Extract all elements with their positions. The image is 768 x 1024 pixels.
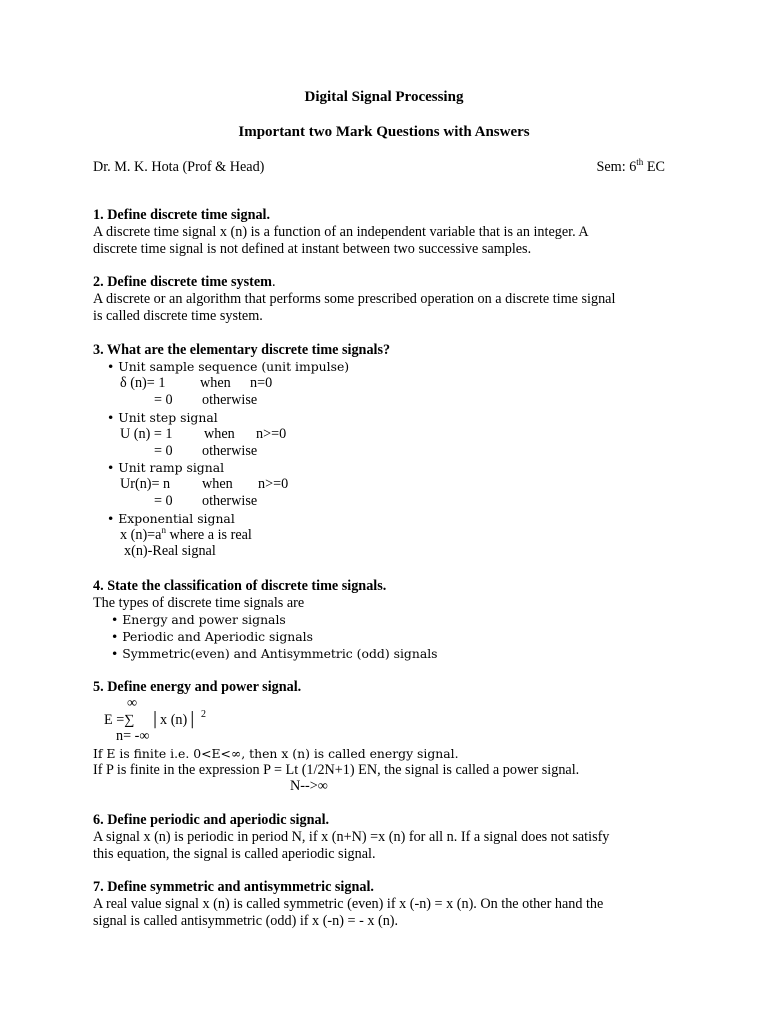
q3-unit-ramp-when: when (202, 476, 233, 492)
q5-power-superscript: 2 (201, 709, 206, 720)
q7-line-1: A real value signal x (n) is called symmetric (even) if x (-n) = x (n). On the other hand the (93, 896, 604, 912)
q3-unit-step-eq2: = 0 (154, 443, 173, 459)
q5-lower-limit: n= -∞ (116, 728, 150, 744)
q3-unit-ramp-otherwise: otherwise (202, 493, 258, 509)
q3-unit-sample-cond: n=0 (250, 375, 273, 391)
q3-exponential-eq-suffix: where a is real (165, 527, 252, 543)
q3-unit-sample-when: when (200, 375, 231, 391)
q6-line-1: A signal x (n) is periodic in period N, if x (n+N) =x (n) for all n. If a signal does not satisfy (93, 829, 610, 845)
q4-item-3: • Symmetric(even) and Antisymmetric (odd) signals (111, 646, 438, 661)
q6-line-2: this equation, the signal is called aperiodic signal. (93, 846, 376, 862)
semester-superscript: th (636, 157, 644, 167)
q2-line-2: is called discrete time system. (93, 308, 263, 324)
q3-exponential-eq-superscript: n (161, 525, 166, 535)
q4-heading: 4. State the classification of discrete time signals. (93, 578, 387, 594)
semester-suffix: EC (643, 159, 665, 175)
q3-unit-step-cond: n>=0 (256, 426, 287, 442)
q1-line-2: discrete time signal is not defined at instant between two successive samples. (93, 241, 532, 257)
q3-unit-step-bullet: • Unit step signal (107, 410, 218, 425)
document-title: Digital Signal Processing (304, 89, 464, 105)
q5-power-line: If P is finite in the expression P = Lt (1/2N+1) EN, the signal is called a power signal. (93, 762, 580, 778)
q3-exponential-bullet: • Exponential signal (107, 511, 235, 526)
q5-energy-text: If E is finite i.e. 0<E<∞, then x (n) is called energy signal. (93, 746, 459, 761)
q3-exponential-real: x(n)-Real signal (124, 543, 216, 559)
q1-heading: 1. Define discrete time signal. (93, 207, 271, 223)
q4-intro: The types of discrete time signals are (93, 595, 305, 611)
q3-unit-ramp-bullet: • Unit ramp signal (107, 460, 225, 475)
q7-line-2: signal is called antisymmetric (odd) if x (-n) = - x (n). (93, 913, 399, 929)
q1-line-1: A discrete time signal x (n) is a function of an independent variable that is an integer. A (93, 224, 589, 240)
q6-heading: 6. Define periodic and aperiodic signal. (93, 812, 330, 828)
q3-unit-step-eq1: U (n) = 1 (120, 426, 173, 442)
q3-unit-sample-bullet: • Unit sample sequence (unit impulse) (107, 359, 350, 374)
document-subtitle: Important two Mark Questions with Answers (238, 124, 530, 140)
q3-exponential-eq-prefix: x (n)=a (120, 527, 162, 543)
author-line: Dr. M. K. Hota (Prof & Head) (93, 159, 265, 175)
semester-prefix: Sem: 6 (596, 159, 637, 175)
q2-heading-tail: . (272, 274, 276, 290)
q2-line-1: A discrete or an algorithm that performs some prescribed operation on a discrete time signal (93, 291, 616, 307)
q3-unit-ramp-cond: n>=0 (258, 476, 289, 492)
q4-item-2: • Periodic and Aperiodic signals (111, 629, 313, 644)
q3-unit-sample-eq1: δ (n)= 1 (120, 375, 166, 391)
q5-energy-equation: E =∑ (104, 712, 135, 728)
q5-abs-term: │x (n)│ (150, 712, 198, 728)
q5-heading: 5. Define energy and power signal. (93, 679, 302, 695)
q2-heading: 2. Define discrete time system (93, 274, 272, 290)
q3-unit-sample-eq2: = 0 (154, 392, 173, 408)
q5-energy-line (93, 745, 459, 763)
q2-heading-line (93, 274, 276, 291)
q7-heading: 7. Define symmetric and antisymmetric signal. (93, 879, 374, 895)
q3-unit-ramp-eq1: Ur(n)= n (120, 476, 171, 492)
q4-item-1: • Energy and power signals (111, 612, 286, 627)
q3-unit-step-otherwise: otherwise (202, 443, 258, 459)
q3-unit-ramp-eq2: = 0 (154, 493, 173, 509)
q5-upper-limit: ∞ (127, 695, 138, 711)
q5-limit: N-->∞ (290, 778, 328, 794)
q3-unit-sample-otherwise: otherwise (202, 392, 258, 408)
q3-unit-step-when: when (204, 426, 235, 442)
q3-heading: 3. What are the elementary discrete time signals? (93, 342, 391, 358)
semester-label (596, 159, 665, 177)
